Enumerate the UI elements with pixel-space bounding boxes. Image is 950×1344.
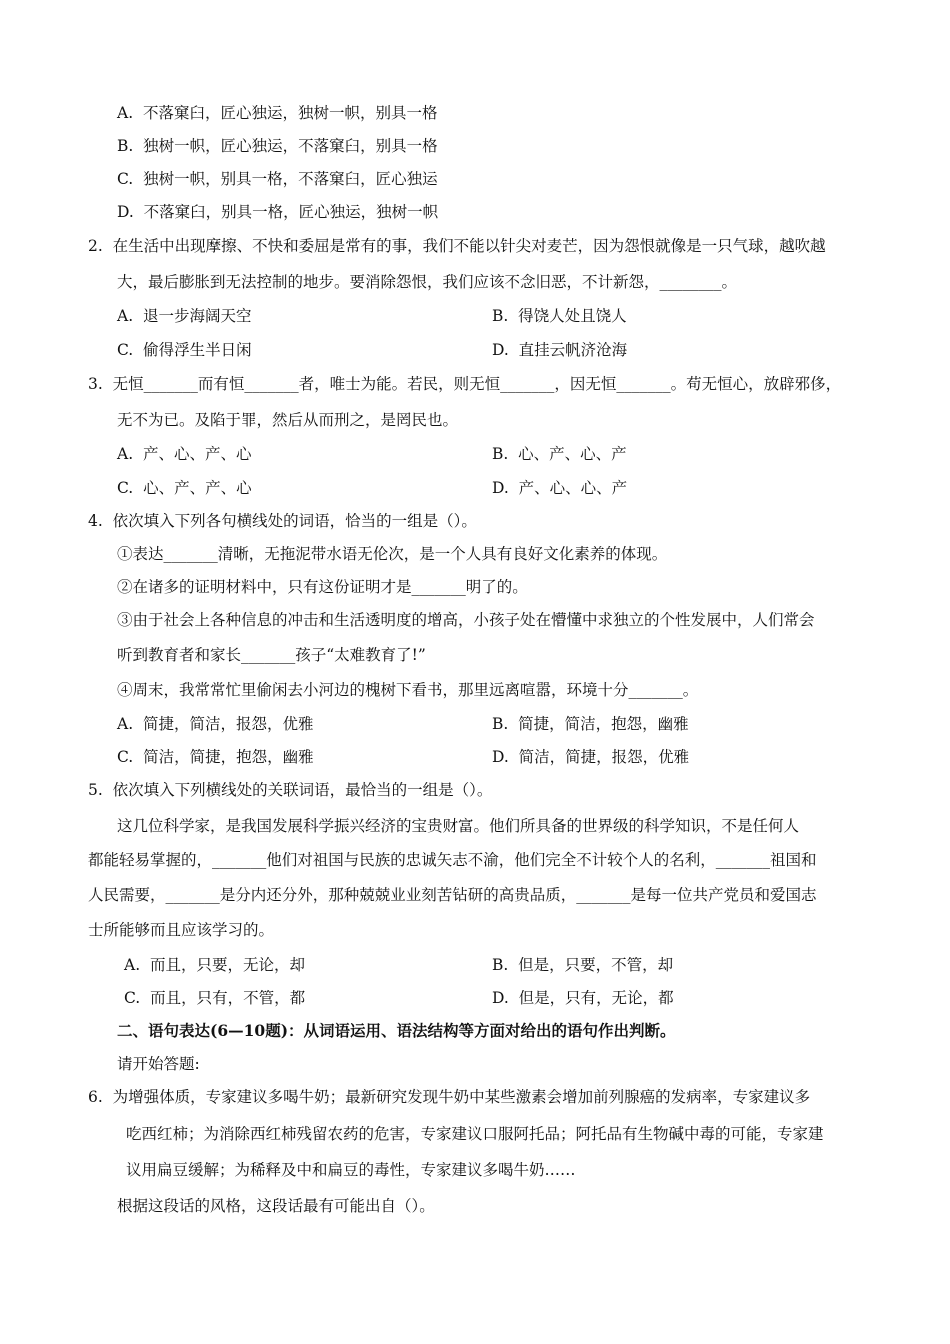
q5-passage-line-3: 人民需要，_______是分内还分外，那种兢兢业业刻苦钻研的高贵品质，_______是每一位共产党员和爱国志: [88, 886, 817, 904]
q2-option-a: A. 退一步海阔天空: [117, 307, 252, 325]
q5-option-d: D. 但是，只有，无论，都: [492, 989, 674, 1007]
q6-line-1: 6. 为增强体质，专家建议多喝牛奶；最新研究发现牛奶中某些激素会增加前列腺癌的发病率，专家建议多: [88, 1088, 811, 1106]
q4-sentence-3-line-2: 听到教育者和家长_______孩子“太难教育了!”: [117, 646, 426, 664]
section-2-prompt: 请开始答题:: [117, 1055, 200, 1073]
q4-sentence-1: ①表达_______清晰，无拖泥带水语无伦次，是一个人具有良好文化素养的体现。: [117, 545, 668, 563]
q1-option-b: B. 独树一帜，匠心独运，不落窠臼，别具一格: [117, 137, 438, 155]
section-2-heading: 二、语句表达(6—10题)：从词语运用、语法结构等方面对给出的语句作出判断。: [117, 1021, 676, 1040]
q4-option-d: D. 简洁，简捷，报怨，优雅: [492, 748, 690, 766]
q6-question: 根据这段话的风格，这段话最有可能出自（）。: [117, 1197, 435, 1215]
q4-sentence-4: ④周末，我常常忙里偷闲去小河边的槐树下看书，那里远离喧嚣，环境十分_______。: [117, 681, 699, 699]
q5-stem: 5. 依次填入下列横线处的关联词语，最恰当的一组是（）。: [88, 781, 493, 799]
q3-option-b: B. 心、产、心、产: [492, 445, 627, 463]
q3-stem-line-2: 无不为已。及陷于罪，然后从而刑之，是罔民也。: [117, 411, 459, 429]
q4-sentence-2: ②在诸多的证明材料中，只有这份证明才是_______明了的。: [117, 578, 528, 596]
q5-option-b: B. 但是，只要，不管，却: [492, 956, 674, 974]
q1-option-a: A. 不落窠臼，匠心独运，独树一帜，别具一格: [117, 104, 438, 122]
q4-option-a: A. 简捷，简洁，报怨，优雅: [117, 715, 314, 733]
q4-option-b: B. 简捷，简洁，抱怨，幽雅: [492, 715, 689, 733]
q6-line-2: 吃西红柿；为消除西红柿残留农药的危害，专家建议口服阿托品；阿托品有生物碱中毒的可能，专家建: [126, 1125, 824, 1143]
q2-option-c: C. 偷得浮生半日闲: [117, 341, 252, 359]
q2-option-d: D. 直挂云帆济沧海: [492, 341, 628, 359]
q5-option-a: A. 而且，只要，无论，却: [124, 956, 305, 974]
q4-option-c: C. 简洁，简捷，抱怨，幽雅: [117, 748, 314, 766]
q2-stem-line-2: 大，最后膨胀到无法控制的地步。要消除怨恨，我们应该不念旧恶，不计新怨，________。: [117, 273, 738, 291]
q5-passage-line-2: 都能轻易掌握的，_______他们对祖国与民族的忠诚矢志不渝，他们完全不计较个人的名利，_______祖国和: [88, 851, 817, 869]
q2-stem-line-1: 2. 在生活中出现摩擦、不快和委屈是常有的事，我们不能以针尖对麦芒，因为怨恨就像是一只气球，越吹越: [88, 237, 826, 255]
q1-option-d: D. 不落窠臼，别具一格，匠心独运，独树一帜: [117, 203, 439, 221]
q1-option-c: C. 独树一帜，别具一格，不落窠臼，匠心独运: [117, 170, 438, 188]
q2-option-b: B. 得饶人处且饶人: [492, 307, 627, 325]
q3-option-d: D. 产、心、心、产: [492, 479, 628, 497]
q5-option-c: C. 而且，只有，不管，都: [124, 989, 306, 1007]
q4-sentence-3-line-1: ③由于社会上各种信息的冲击和生活透明度的增高，小孩子处在懵懂中求独立的个性发展中，人们常会: [117, 611, 815, 629]
q3-stem-line-1: 3. 无恒_______而有恒_______者，唯士为能。若民，则无恒_______，因无恒_______。苟无恒心，放辟邪侈，: [88, 375, 842, 393]
q5-passage-line-1: 这几位科学家，是我国发展科学振兴经济的宝贵财富。他们所具备的世界级的科学知识，不是任何人: [117, 817, 800, 835]
q4-stem: 4. 依次填入下列各句横线处的词语，恰当的一组是（）。: [88, 512, 477, 530]
q6-line-3: 议用扁豆缓解；为稀释及中和扁豆的毒性，专家建议多喝牛奶……: [126, 1161, 576, 1179]
q3-option-c: C. 心、产、产、心: [117, 479, 252, 497]
q3-option-a: A. 产、心、产、心: [117, 445, 252, 463]
q5-passage-line-4: 士所能够而且应该学习的。: [88, 921, 275, 939]
